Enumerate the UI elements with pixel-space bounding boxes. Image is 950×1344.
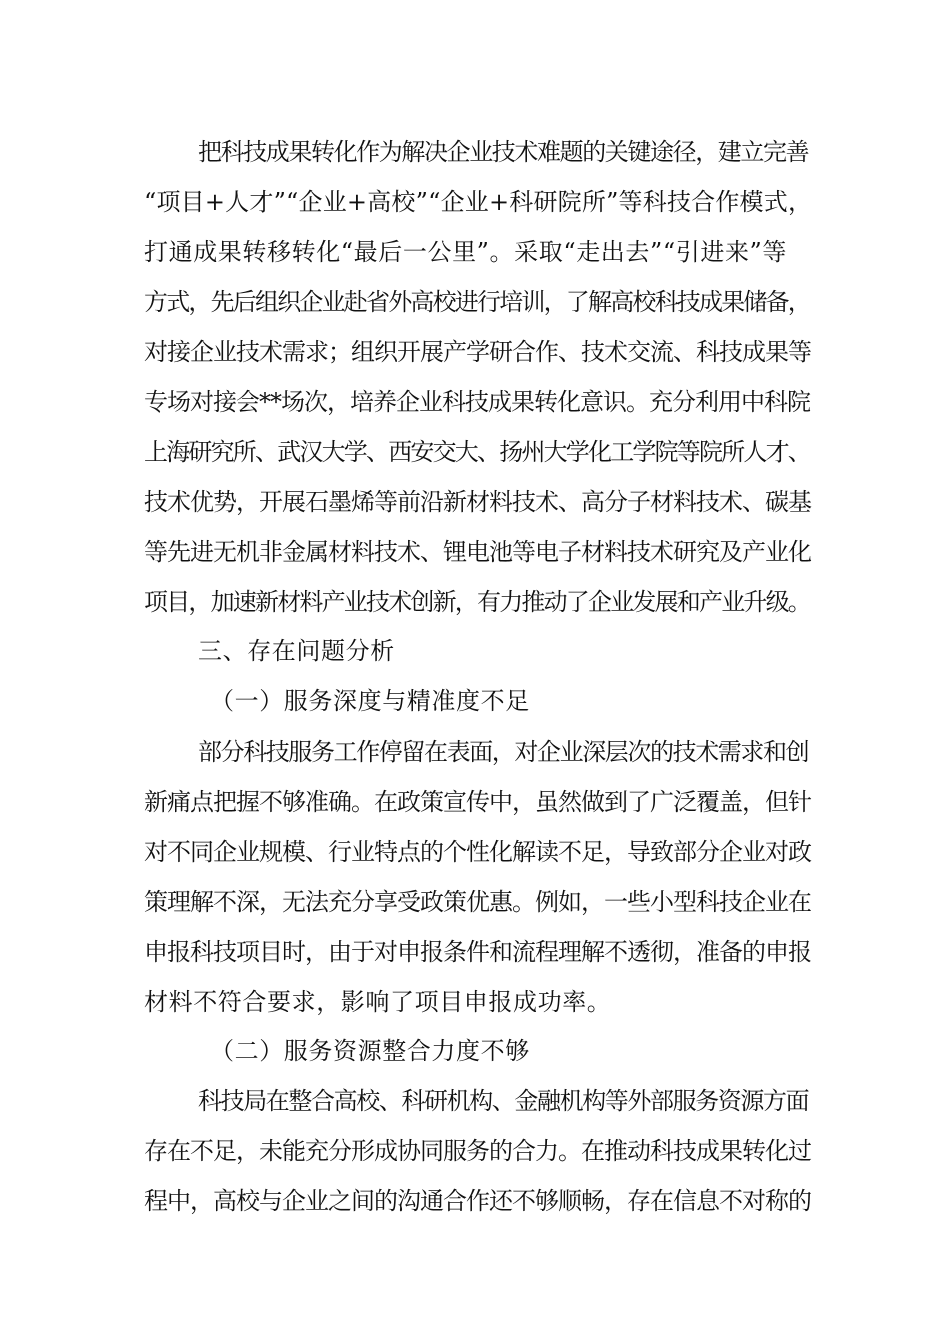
body-text-line: 程中，高校与企业之间的沟通合作还不够顺畅，存在信息不对称的	[144, 1187, 811, 1215]
body-text-line: “项目+人才”“企业+高校”“企业+科研院所”等科技合作模式，	[144, 188, 813, 216]
body-text-line: 项目，加速新材料产业技术创新，有力推动了企业发展和产业升级。	[144, 588, 810, 616]
body-text-line: 申报科技项目时，由于对申报条件和流程理解不透彻，准备的申报	[144, 938, 811, 966]
body-text-line: 方式，先后组织企业赴省外高校进行培训，了解高校科技成果储备，	[144, 288, 810, 316]
subsection-heading: （一）服务深度与精准度不足	[210, 687, 530, 715]
body-text-line: 科技局在整合高校、科研机构、金融机构等外部服务资源方面	[198, 1087, 809, 1115]
body-text-line: 新痛点把握不够准确。在政策宣传中，虽然做到了广泛覆盖，但针	[144, 788, 811, 816]
body-text-line: 对接企业技术需求；组织开展产学研合作、技术交流、科技成果等	[144, 338, 811, 366]
body-text-line: 材料不符合要求，影响了项目申报成功率。	[144, 988, 612, 1016]
body-text-line: 上海研究所、武汉大学、西安交大、扬州大学化工学院等院所人才、	[144, 438, 810, 466]
body-text-line: 策理解不深，无法充分享受政策优惠。例如，一些小型科技企业在	[144, 888, 811, 916]
body-text-line: 技术优势，开展石墨烯等前沿新材料技术、高分子材料技术、碳基	[144, 488, 811, 516]
section-heading: 三、存在问题分析	[198, 637, 395, 665]
body-text-line: 把科技成果转化作为解决企业技术难题的关键途径，建立完善	[198, 138, 809, 166]
body-text-line: 存在不足，未能充分形成协同服务的合力。在推动科技成果转化过	[144, 1137, 811, 1165]
body-text-line: 部分科技服务工作停留在表面，对企业深层次的技术需求和创	[198, 738, 809, 766]
body-text-line: 打通成果转移转化“最后一公里”。采取“走出去”“引进来”等	[144, 238, 788, 266]
body-text-line: 等先进无机非金属材料技术、锂电池等电子材料技术研究及产业化	[144, 538, 811, 566]
subsection-heading: （二）服务资源整合力度不够	[210, 1037, 530, 1065]
body-text-line: 对不同企业规模、行业特点的个性化解读不足，导致部分企业对政	[144, 838, 811, 866]
body-text-line: 专场对接会**场次，培养企业科技成果转化意识。充分利用中科院	[144, 388, 810, 416]
